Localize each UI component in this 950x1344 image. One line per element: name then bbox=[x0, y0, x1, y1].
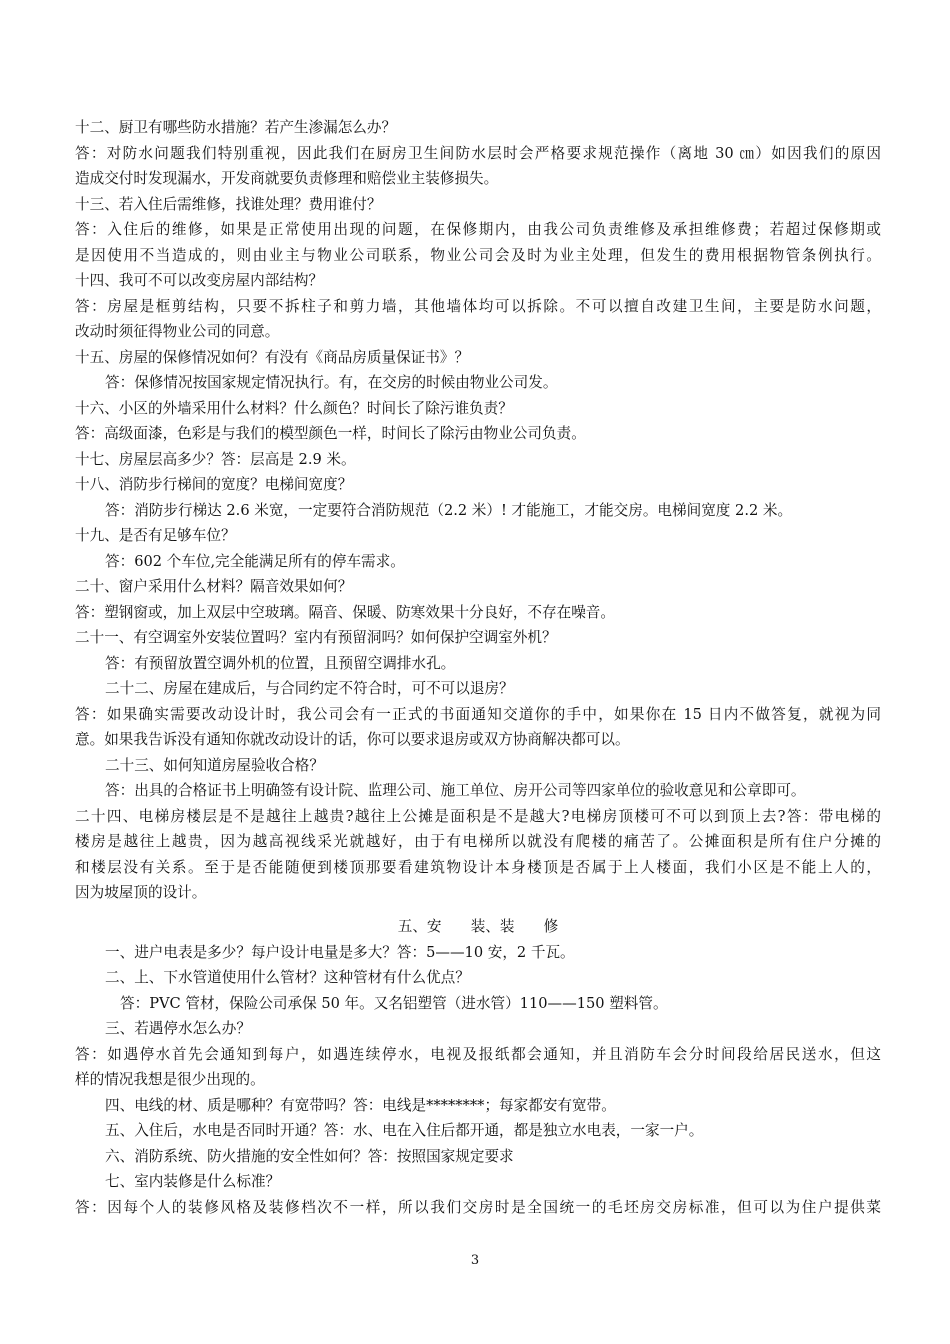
answer-12-line-2: 造成交付时发现漏水，开发商就要负责修理和赔偿业主装修损失。 bbox=[75, 170, 499, 187]
question-14: 十四、我可不可以改变房屋内部结构？ bbox=[75, 272, 324, 289]
answer-21: 答：有预留放置空调外机的位置，且预留空调排水孔。 bbox=[105, 655, 456, 672]
answer-14-line-1: 答：房屋是框剪结构，只要不拆柱子和剪力墙，其他墙体均可以拆除。不可以擅自改建卫生间，主要是防水问题， bbox=[75, 298, 881, 315]
answer-24-line-3: 和楼层没有关系。至于是否能随便到楼顶那要看建筑物设计本身楼顶是否属于上人楼面，我们小区是不能上人的， bbox=[75, 859, 881, 876]
question-13: 十三、若入住后需维修，找谁处理？费用谁付？ bbox=[75, 196, 382, 213]
question-21: 二十一、有空调室外安装位置吗？室内有预留洞吗？如何保护空调室外机？ bbox=[75, 629, 557, 646]
answer-24-line-4: 因为坡屋顶的设计。 bbox=[75, 884, 207, 901]
item-7-question: 七、室内装修是什么标准？ bbox=[105, 1173, 281, 1190]
question-18: 十八、消防步行梯间的宽度？电梯间宽度？ bbox=[75, 476, 353, 493]
question-17: 十七、房屋层高多少？答：层高是 2.9 米。 bbox=[75, 451, 356, 468]
question-22: 二十二、房屋在建成后，与合同约定不符合时，可不可以退房？ bbox=[105, 680, 514, 697]
answer-15: 答：保修情况按国家规定情况执行。有，在交房的时候由物业公司发。 bbox=[105, 374, 558, 391]
answer-19: 答：602 个车位,完全能满足所有的停车需求。 bbox=[105, 553, 405, 570]
question-24-line-1: 二十四、电梯房楼层是不是越往上越贵?越往上公摊是面积是不是越大?电梯房顶楼可不可以到顶上去?答：带电梯的 bbox=[75, 808, 881, 825]
question-20: 二十、窗户采用什么材料？隔音效果如何？ bbox=[75, 578, 353, 595]
answer-23: 答：出具的合格证书上明确签有设计院、监理公司、施工单位、房开公司等四家单位的验收意见和公章即可。 bbox=[105, 782, 806, 799]
answer-24-line-2: 楼房是越往上越贵，因为越高视线采光就越好，由于有电梯所以就没有爬楼的痛苦了。公摊面积是所有住户分摊的 bbox=[75, 833, 881, 850]
answer-14-line-2: 改动时须征得物业公司的同意。 bbox=[75, 323, 280, 340]
question-15: 十五、房屋的保修情况如何？有没有《商品房质量保证书》？ bbox=[75, 349, 470, 366]
answer-13-line-2: 是因使用不当造成的，则由业主与物业公司联系，物业公司会及时为业主处理，但发生的费用根据物管条例执行。 bbox=[75, 247, 881, 264]
item-4: 四、电线的材、质是哪种？有宽带吗？答：电线是********；每家都安有宽带。 bbox=[105, 1097, 616, 1114]
answer-13-line-1: 答：入住后的维修，如果是正常使用出现的问题，在保修期内，由我公司负责维修及承担维修费；若超过保修期或 bbox=[75, 221, 881, 238]
question-16: 十六、小区的外墙采用什么材料？什么颜色？时间长了除污谁负责？ bbox=[75, 400, 513, 417]
answer-12-line-1: 答：对防水问题我们特别重视，因此我们在厨房卫生间防水层时会严格要求规范操作（离地 30 ㎝）如因我们的原因 bbox=[75, 145, 881, 162]
item-6: 六、消防系统、防火措施的安全性如何？答：按照国家规定要求 bbox=[105, 1148, 514, 1165]
question-19: 十九、是否有足够车位？ bbox=[75, 527, 236, 544]
answer-20: 答：塑钢窗或，加上双层中空玻璃。隔音、保暖、防寒效果十分良好，不存在噪音。 bbox=[75, 604, 615, 621]
page-number: 3 bbox=[470, 1253, 480, 1268]
item-5: 五、入住后，水电是否同时开通？答：水、电在入住后都开通，都是独立水电表，一家一户。 bbox=[105, 1122, 704, 1139]
answer-16: 答：高级面漆，色彩是与我们的模型颜色一样，时间长了除污由物业公司负责。 bbox=[75, 425, 586, 442]
answer-22-line-2: 意。如果我告诉没有通知你就改动设计的话，你可以要求退房或双方协商解决都可以。 bbox=[75, 731, 630, 748]
item-3-question: 三、若遇停水怎么办？ bbox=[105, 1020, 251, 1037]
item-7-answer: 答：因每个人的装修风格及装修档次不一样，所以我们交房时是全国统一的毛坯房交房标准，但可以为住户提供菜 bbox=[75, 1199, 881, 1216]
item-2-question: 二、上、下水管道使用什么管材？这种管材有什么优点？ bbox=[105, 969, 470, 986]
item-1: 一、进户电表是多少？每户设计电量是多大？答：5——10 安，2 千瓦。 bbox=[105, 944, 575, 961]
item-2-answer: 答：PVC 管材，保险公司承保 50 年。又名铝塑管（进水管）110——150 塑料管。 bbox=[120, 995, 668, 1012]
answer-18: 答：消防步行梯达 2.6 米宽，一定要符合消防规范（2.2 米）! 才能施工，才能交房。电梯间宽度 2.2 米。 bbox=[105, 502, 793, 519]
question-12: 十二、厨卫有哪些防水措施？若产生渗漏怎么办？ bbox=[75, 119, 397, 136]
answer-22-line-1: 答：如果确实需要改动设计时，我公司会有一正式的书面通知交道你的手中，如果你在 15 日内不做答复，就视为同 bbox=[75, 706, 881, 723]
item-3-answer-line-2: 样的情况我想是很少出现的。 bbox=[75, 1071, 265, 1088]
item-3-answer-line-1: 答：如遇停水首先会通知到每户，如遇连续停水，电视及报纸都会通知，并且消防车会分时间段给居民送水，但这 bbox=[75, 1046, 881, 1063]
question-23: 二十三、如何知道房屋验收合格？ bbox=[105, 757, 324, 774]
section-heading: 五、安 装、装 修 bbox=[397, 918, 559, 935]
